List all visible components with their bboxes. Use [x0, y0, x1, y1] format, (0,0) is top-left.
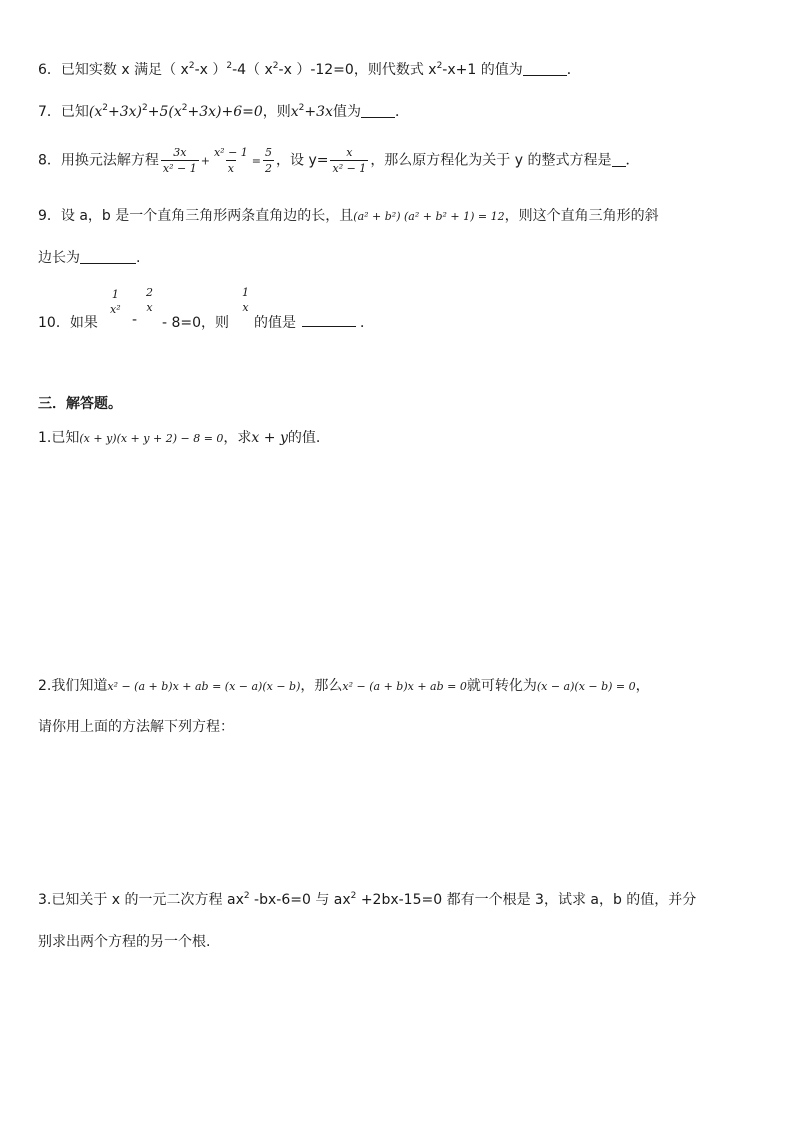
- problem-2-line2: 请你用上面的方法解下列方程：: [38, 719, 234, 735]
- answer-blank: [80, 249, 136, 264]
- answer-blank: [302, 312, 356, 327]
- fraction: 1 x²: [110, 288, 121, 316]
- question-9: 9．设 a，b 是一个直角三角形两条直角边的长，且(a² + b²) (a² + b² + 1) = 12，则这个直角三角形的斜: [38, 208, 659, 224]
- fraction: 2 x: [146, 286, 153, 314]
- question-7: 7．已知$(x^2+3x)^2+5(x^2+3x)+6=0$，则$x^2+3x$值为 ．: [38, 103, 409, 120]
- question-8: 8．用换元法解方程 $\frac{3x}{\text{x² − 1}}$ + $\frac{\text{x² − 1}}{x}$ = $\frac{5}{2}$ ，设 y= $\frac{x}{\text{x² − 1}}$ ，那么原方程化为关于 y 的整式方程是 ．: [38, 146, 640, 175]
- answer-blank: [361, 103, 395, 118]
- fraction: $\frac{5}{2}$: [265, 146, 273, 175]
- fraction: 1 x: [242, 286, 249, 314]
- question-6: 6．已知实数 x 满足（ $x^2-x$ ）$^2$-4（ $x^2-x$ ）-12=0，则代数式 $x^2-x+1$ 的值为 ．: [38, 61, 581, 78]
- fraction: $\frac{\text{x² − 1}}{x}$: [213, 146, 248, 175]
- question-9-line2: 边长为 .: [38, 250, 141, 266]
- fraction: $\frac{x}{\text{x² − 1}}$: [332, 146, 367, 175]
- problem-2: 2.我们知道x² − (a + b)x + ab = (x − a)(x − b)，那么x² − (a + b)x + ab = 0就可转化为(x − a)(x − b) = 0，: [38, 678, 650, 694]
- fraction: $\frac{3x}{\text{x² − 1}}$: [162, 146, 197, 175]
- problem-3-line2: 别求出两个方程的另一个根.: [38, 934, 211, 950]
- problem-3: 3.已知关于 x 的一元二次方程 $ax^2$ -bx-6=0 与 $ax^2 +2bx-15=0$ 都有一个根是 3，试求 a，b 的值，并分: [38, 891, 697, 908]
- section-heading: 三．解答题。: [38, 396, 122, 412]
- answer-blank: [612, 152, 626, 167]
- answer-blank: [523, 61, 567, 76]
- problem-1: 1.已知(x + y)(x + y + 2) − 8 = 0，求x + y的值.: [38, 430, 321, 446]
